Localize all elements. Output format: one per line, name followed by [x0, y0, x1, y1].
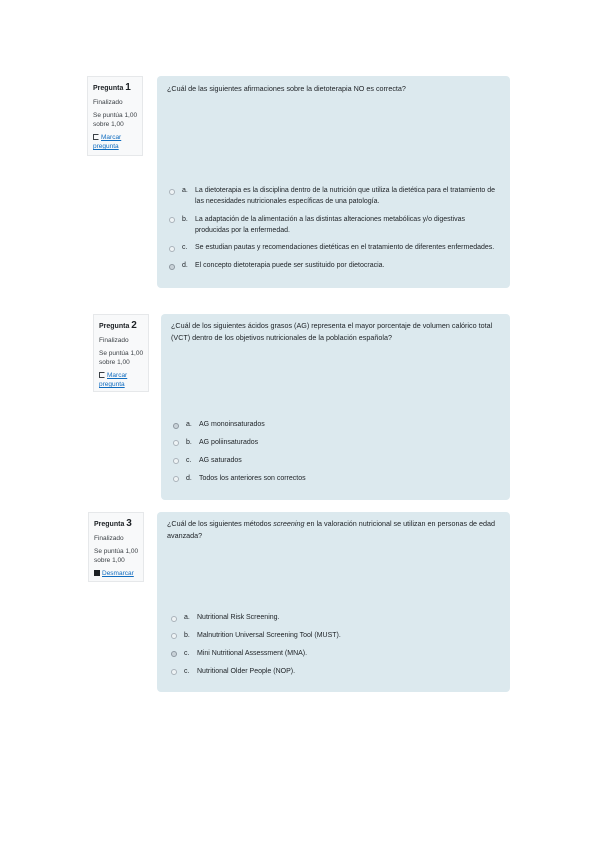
answer-option[interactable]: d. El concepto dietoterapia puede ser sustituido por dietocracia.	[169, 261, 499, 272]
radio-button[interactable]	[171, 616, 177, 622]
question-number: Pregunta 3	[94, 518, 132, 529]
radio-button-selected[interactable]	[173, 423, 179, 429]
answer-option[interactable]: b. Malnutrition Universal Screening Tool (MUST).	[171, 631, 491, 642]
radio-button[interactable]	[173, 458, 179, 464]
unflag-question-link[interactable]: Desmarcar	[94, 569, 138, 578]
radio-button-selected[interactable]	[169, 264, 175, 270]
question-grade: Se puntúa 1,00 sobre 1,00	[93, 111, 138, 129]
radio-button[interactable]	[173, 440, 179, 446]
radio-button[interactable]	[173, 476, 179, 482]
question-state: Finalizado	[99, 336, 129, 344]
question-number: Pregunta 1	[93, 82, 131, 93]
answer-option[interactable]: a. AG monoinsaturados	[173, 420, 493, 431]
question-text: ¿Cuál de los siguientes métodos screening en la valoración nutricional se utilizan en personas de edad avanzada?	[167, 519, 496, 540]
radio-button[interactable]	[169, 217, 175, 223]
flag-outline-icon	[99, 372, 105, 378]
answer-list	[173, 420, 493, 484]
answer-list	[169, 186, 499, 284]
question-text: ¿Cuál de los siguientes ácidos grasos (AG) representa el mayor porcentaje de volumen calórico total (VCT) dentro de los objetivos nutricionales de la población española?	[171, 321, 493, 342]
question-info	[93, 314, 149, 392]
radio-button[interactable]	[171, 633, 177, 639]
question-content	[161, 314, 510, 500]
answer-option[interactable]: a. La dietoterapia es la disciplina dentro de la nutrición que utiliza la dietética para el tratamiento de las necesidades nutricionales específicas de una patología.	[169, 186, 499, 208]
answer-option[interactable]: c. Mini Nutritional Assessment (MNA).	[171, 649, 491, 660]
answer-option[interactable]: c. Se estudian pautas y recomendaciones dietéticas en el tratamiento de diferentes enfermedades.	[169, 243, 499, 254]
radio-button-selected[interactable]	[171, 651, 177, 657]
question-text: ¿Cuál de las siguientes afirmaciones sobre la dietoterapia NO es correcta?	[167, 84, 406, 93]
answer-list	[171, 613, 491, 677]
radio-button[interactable]	[169, 189, 175, 195]
question-content	[157, 512, 510, 692]
question-content	[157, 76, 510, 288]
flag-question-link[interactable]: Marcar pregunta	[93, 133, 122, 151]
flag-outline-icon	[93, 134, 99, 140]
question-state: Finalizado	[93, 98, 123, 106]
question-info	[87, 76, 143, 156]
radio-button[interactable]	[171, 669, 177, 675]
answer-option[interactable]: c. Nutritional Older People (NOP).	[171, 667, 491, 678]
flag-question-link[interactable]: Marcar pregunta	[99, 371, 128, 389]
question-number: Pregunta 2	[99, 320, 137, 331]
question-info	[88, 512, 144, 582]
answer-option[interactable]: a. Nutritional Risk Screening.	[171, 613, 491, 624]
radio-button[interactable]	[169, 246, 175, 252]
answer-option[interactable]: c. AG saturados	[173, 456, 493, 467]
question-grade: Se puntúa 1,00 sobre 1,00	[94, 547, 139, 565]
answer-option[interactable]: b. La adaptación de la alimentación a las distintas alteraciones metabólicas y/o digestivas producidas por la enfermedad.	[169, 215, 499, 237]
question-state: Finalizado	[94, 534, 124, 542]
flag-filled-icon	[94, 570, 100, 576]
answer-option[interactable]: b. AG poliinsaturados	[173, 438, 493, 449]
answer-option[interactable]: d. Todos los anteriores son correctos	[173, 474, 493, 485]
question-grade: Se puntúa 1,00 sobre 1,00	[99, 349, 144, 367]
